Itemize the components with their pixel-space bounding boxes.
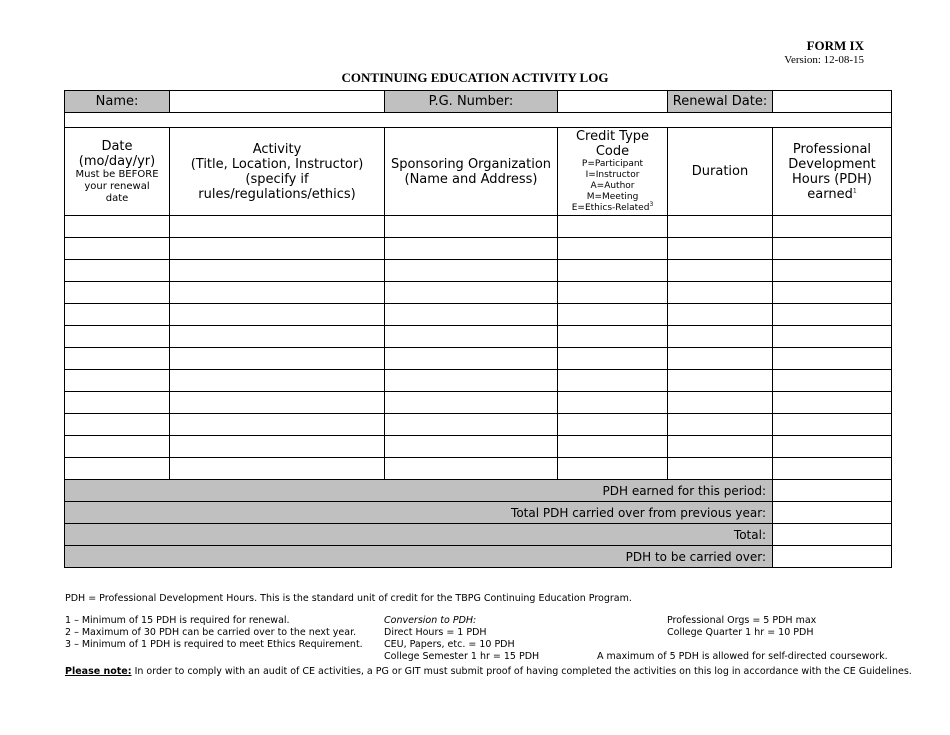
table-row (65, 436, 892, 458)
summary-row-earned (65, 480, 892, 502)
cell-sponsor[interactable] (385, 370, 558, 392)
cell-sponsor[interactable] (385, 260, 558, 282)
credit-code-author: A=Author (590, 181, 635, 191)
summary-row-to-carry (65, 546, 892, 568)
cell-pdh[interactable] (773, 282, 892, 304)
table-row (65, 370, 892, 392)
table-row (65, 458, 892, 480)
summary-row-total (65, 524, 892, 546)
cell-sponsor[interactable] (385, 304, 558, 326)
renewal-date-field[interactable] (773, 91, 892, 113)
please-note-text: In order to comply with an audit of CE activities, a PG or GIT must submit proof of having completed the activities on this log in accordance with the CE Guidelines. (131, 666, 912, 677)
cell-date[interactable] (65, 260, 170, 282)
date-header-line1: Date (101, 138, 133, 154)
cell-duration[interactable] (668, 436, 773, 458)
pdh-header-line4-text: earned (807, 186, 853, 202)
cell-activity[interactable] (170, 414, 385, 436)
cell-date[interactable] (65, 216, 170, 238)
pdh-header-sup: 1 (852, 187, 857, 195)
cell-duration[interactable] (668, 392, 773, 414)
cell-date[interactable] (65, 458, 170, 480)
cell-credit-type[interactable] (558, 216, 668, 238)
cell-date[interactable] (65, 370, 170, 392)
cell-duration[interactable] (668, 216, 773, 238)
conversion-ceu: CEU, Papers, etc. = 10 PDH (384, 639, 515, 650)
cell-sponsor[interactable] (385, 458, 558, 480)
cell-credit-type[interactable] (558, 436, 668, 458)
renewal-date-label: Renewal Date: (668, 91, 773, 113)
pg-number-label: P.G. Number: (385, 91, 558, 113)
pdh-earned-field[interactable] (773, 480, 892, 502)
cell-pdh[interactable] (773, 458, 892, 480)
pdh-total-label: Total: (65, 524, 773, 546)
table-row (65, 282, 892, 304)
pdh-total-field[interactable] (773, 524, 892, 546)
activity-log-table (64, 90, 892, 568)
cell-credit-type[interactable] (558, 238, 668, 260)
cell-sponsor[interactable] (385, 238, 558, 260)
cell-pdh[interactable] (773, 414, 892, 436)
activity-header-line1: Activity (252, 141, 302, 157)
credit-code-ethics-text: E=Ethics-Related (571, 203, 650, 213)
conversion-quarter: College Quarter 1 hr = 10 PDH (667, 627, 814, 638)
pdh-earned-label: PDH earned for this period: (65, 480, 773, 502)
please-note (65, 666, 912, 678)
cell-date[interactable] (65, 436, 170, 458)
cell-duration[interactable] (668, 260, 773, 282)
conversion-orgs: Professional Orgs = 5 PDH max (667, 615, 817, 626)
column-header-activity (170, 128, 385, 216)
cell-pdh[interactable] (773, 238, 892, 260)
cell-duration[interactable] (668, 326, 773, 348)
cell-pdh[interactable] (773, 436, 892, 458)
cell-duration[interactable] (668, 414, 773, 436)
credit-code-participant: P=Participant (581, 159, 644, 169)
pdh-to-carry-label: PDH to be carried over: (65, 546, 773, 568)
cell-activity[interactable] (170, 282, 385, 304)
date-header-line2: (mo/day/yr) (78, 153, 156, 169)
table-row (65, 238, 892, 260)
activity-header-line2: (Title, Location, Instructor) (190, 156, 364, 172)
date-header-note2: your renewal (84, 180, 150, 192)
cell-activity[interactable] (170, 348, 385, 370)
conversion-semester: College Semester 1 hr = 15 PDH (384, 651, 540, 662)
spacer-row (65, 113, 892, 128)
column-header-credit-type (558, 128, 668, 216)
cell-credit-type[interactable] (558, 370, 668, 392)
cell-duration[interactable] (668, 348, 773, 370)
cell-credit-type[interactable] (558, 304, 668, 326)
form-version: Version: 12-08-15 (784, 54, 864, 66)
cell-activity[interactable] (170, 326, 385, 348)
cell-duration[interactable] (668, 370, 773, 392)
column-header-pdh (773, 128, 892, 216)
sponsor-header-line1: Sponsoring Organization (390, 156, 552, 172)
table-row (65, 414, 892, 436)
cell-activity[interactable] (170, 370, 385, 392)
column-header-row (65, 128, 892, 216)
duration-header-line1: Duration (691, 164, 749, 179)
summary-row-carried (65, 502, 892, 524)
conversion-direct-hours: Direct Hours = 1 PDH (384, 627, 487, 638)
cell-credit-type[interactable] (558, 392, 668, 414)
cell-sponsor[interactable] (385, 348, 558, 370)
column-header-duration (668, 128, 773, 216)
cell-duration[interactable] (668, 238, 773, 260)
cell-activity[interactable] (170, 392, 385, 414)
date-header-note3: date (105, 192, 129, 204)
pdh-header-line3: Hours (PDH) (792, 171, 872, 187)
log-entries (65, 216, 892, 480)
cell-date[interactable] (65, 392, 170, 414)
cell-activity[interactable] (170, 260, 385, 282)
cell-credit-type[interactable] (558, 260, 668, 282)
cell-sponsor[interactable] (385, 216, 558, 238)
pdh-carried-label: Total PDH carried over from previous year: (65, 502, 773, 524)
credit-code-instructor: I=Instructor (585, 170, 640, 180)
table-row (65, 392, 892, 414)
column-header-date (65, 128, 170, 216)
conversion-title: Conversion to PDH: (384, 615, 477, 626)
pg-number-field[interactable] (558, 91, 668, 113)
table-row (65, 216, 892, 238)
footnote-3: 3 – Minimum of 1 PDH is required to meet Ethics Requirement. (65, 639, 363, 650)
pdh-carried-field[interactable] (773, 502, 892, 524)
please-note-label: Please note: (65, 666, 132, 677)
cell-duration[interactable] (668, 282, 773, 304)
cell-pdh[interactable] (773, 392, 892, 414)
credit-header-line1: Credit Type (575, 129, 650, 144)
conversion-title-wrap (384, 615, 476, 627)
cell-date[interactable] (65, 326, 170, 348)
cell-sponsor[interactable] (385, 326, 558, 348)
table-row (65, 348, 892, 370)
cell-credit-type[interactable] (558, 326, 668, 348)
credit-header-line2: Code (595, 144, 630, 159)
column-header-sponsor (385, 128, 558, 216)
cell-activity[interactable] (170, 216, 385, 238)
activity-header-line3: (specify if (245, 171, 309, 187)
cell-activity[interactable] (170, 238, 385, 260)
table-row (65, 326, 892, 348)
table-row (65, 260, 892, 282)
cell-duration[interactable] (668, 458, 773, 480)
cell-date[interactable] (65, 348, 170, 370)
cell-pdh[interactable] (773, 304, 892, 326)
activity-header-line4: rules/regulations/ethics) (198, 186, 356, 202)
cell-credit-type[interactable] (558, 414, 668, 436)
cell-sponsor[interactable] (385, 414, 558, 436)
footnote-1: 1 – Minimum of 15 PDH is required for renewal. (65, 615, 290, 626)
cell-pdh[interactable] (773, 348, 892, 370)
cell-pdh[interactable] (773, 326, 892, 348)
form-id: FORM IX (806, 38, 864, 53)
cell-pdh[interactable] (773, 216, 892, 238)
cell-activity[interactable] (170, 436, 385, 458)
date-header-note1: Must be BEFORE (75, 168, 159, 180)
cell-date[interactable] (65, 414, 170, 436)
cell-pdh[interactable] (773, 260, 892, 282)
cell-date[interactable] (65, 238, 170, 260)
cell-credit-type[interactable] (558, 458, 668, 480)
credit-code-ethics (558, 203, 667, 214)
pdh-header-line1: Professional (792, 141, 872, 157)
cell-credit-type[interactable] (558, 348, 668, 370)
cell-pdh[interactable] (773, 370, 892, 392)
name-label: Name: (65, 91, 170, 113)
pdh-definition: PDH = Professional Development Hours. This is the standard unit of credit for the TBPG Continuing Education Program. (65, 593, 632, 604)
cell-date[interactable] (65, 304, 170, 326)
footnote-2: 2 – Maximum of 30 PDH can be carried over to the next year. (65, 627, 357, 638)
credit-code-ethics-sup: 3 (649, 201, 654, 208)
cell-sponsor[interactable] (385, 436, 558, 458)
cell-sponsor[interactable] (385, 392, 558, 414)
cell-activity[interactable] (170, 458, 385, 480)
page-title: CONTINUING EDUCATION ACTIVITY LOG (341, 70, 609, 85)
cell-date[interactable] (65, 282, 170, 304)
self-directed-note: A maximum of 5 PDH is allowed for self-directed coursework. (597, 651, 888, 662)
pdh-header-line4 (773, 187, 891, 202)
cell-activity[interactable] (170, 304, 385, 326)
cell-credit-type[interactable] (558, 282, 668, 304)
credit-code-meeting: M=Meeting (586, 192, 639, 202)
name-field[interactable] (170, 91, 385, 113)
sponsor-header-line2: (Name and Address) (404, 171, 538, 187)
cell-sponsor[interactable] (385, 282, 558, 304)
cell-duration[interactable] (668, 304, 773, 326)
pdh-header-line2: Development (788, 156, 876, 172)
pdh-to-carry-field[interactable] (773, 546, 892, 568)
top-fields-row (65, 91, 892, 113)
table-row (65, 304, 892, 326)
